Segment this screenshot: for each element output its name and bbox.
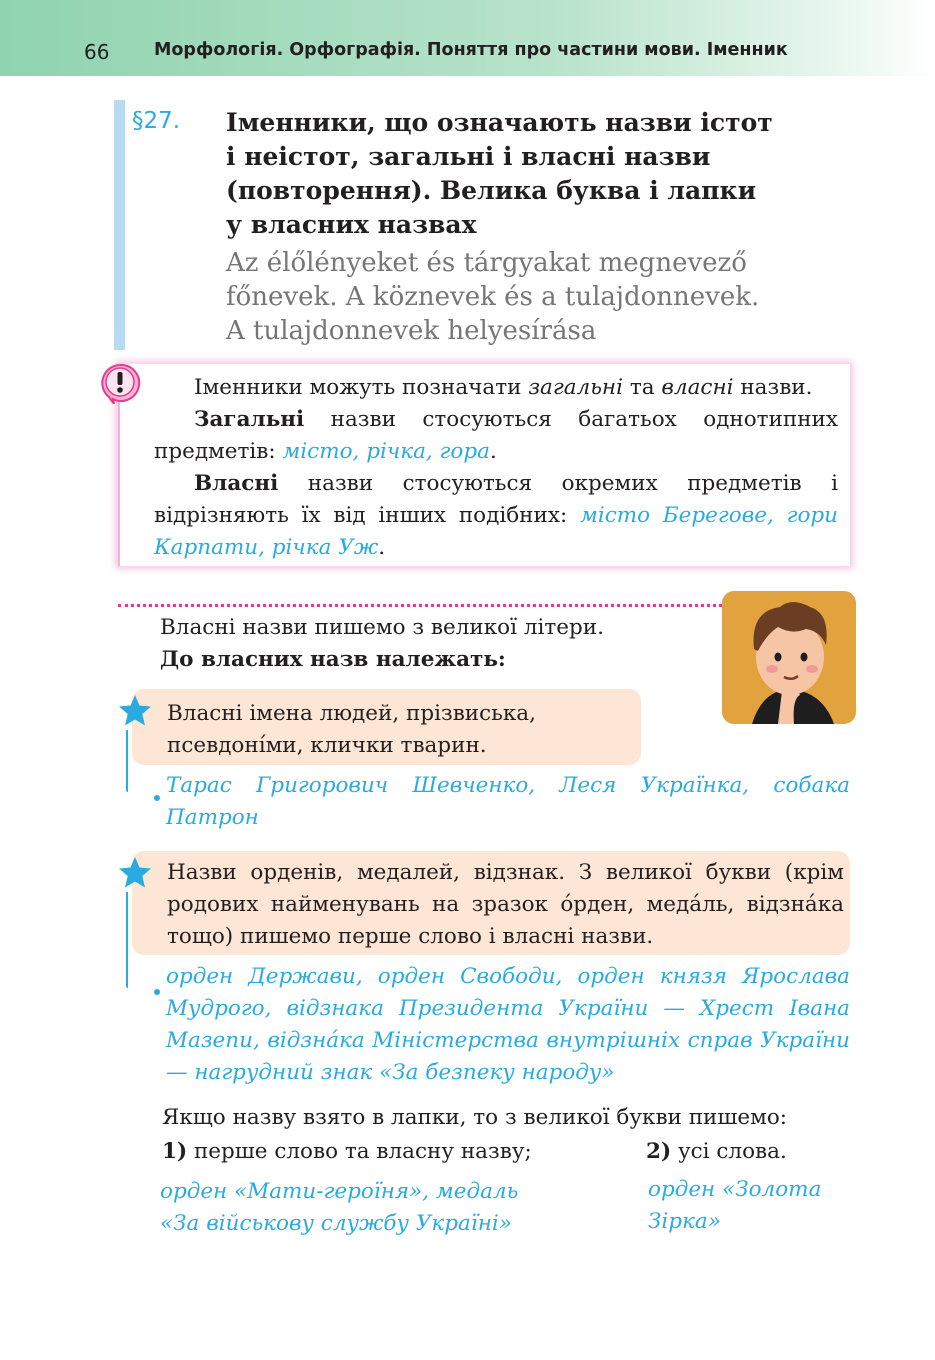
section-title bbox=[226, 106, 786, 242]
page-header bbox=[0, 0, 935, 76]
rule-example: місто, річка, гора bbox=[282, 439, 490, 464]
connector-line bbox=[126, 892, 128, 988]
thinking-boy-illustration bbox=[722, 591, 856, 724]
rule-text-part: перше слово та власну назву; bbox=[187, 1139, 532, 1164]
exclamation-icon bbox=[99, 362, 141, 404]
rule-text-part: . bbox=[489, 439, 497, 464]
connector-dot bbox=[154, 989, 160, 995]
subtitle-line: Az élőlényeket és tárgyakat megnevező bbox=[226, 248, 747, 278]
rule-text-part: назви. bbox=[733, 375, 813, 400]
example-line: орден «Мати-героїня», медаль bbox=[160, 1179, 519, 1204]
example-line: орден «Золота bbox=[648, 1177, 822, 1202]
section-subtitle bbox=[226, 246, 826, 348]
category-text: Назви орденів, медалей, відзнак. З великої букви (крім родових найменувань на зразок о́рден, меда́ль, відзна́ка тощо) пишемо перше слово і власні назви. bbox=[167, 860, 844, 949]
rule-text-part: назви стосуються багатьох однотипних предметів: bbox=[154, 407, 838, 464]
thinking-boy-icon bbox=[722, 591, 856, 724]
category-line: псевдоні́ми, клички тварин. bbox=[167, 733, 487, 758]
title-line: Іменники, що означають назви істот bbox=[226, 108, 773, 137]
quotes-example-1 bbox=[160, 1176, 518, 1240]
quotes-rule-1 bbox=[162, 1136, 532, 1168]
rule-text-part: назви стосуються окремих предметів і відрізняють їх від інших подібних: bbox=[154, 471, 838, 528]
rule-term: власні bbox=[661, 375, 734, 400]
title-line: у власних назвах bbox=[226, 210, 477, 239]
rule-text-part: . bbox=[378, 535, 386, 560]
rule-term: загальні bbox=[528, 375, 623, 400]
section-title-bar bbox=[114, 100, 125, 350]
running-title: Морфологія. Орфографія. Поняття про частини мови. Іменник bbox=[154, 40, 788, 60]
star-icon bbox=[117, 693, 153, 729]
example-line: Зірка» bbox=[648, 1209, 721, 1234]
page-number: 66 bbox=[84, 40, 110, 64]
rule-number: 1) bbox=[162, 1139, 188, 1164]
title-line: і неістот, загальні і власні назви bbox=[226, 142, 711, 171]
rule-example: місто Берегове, гори Карпати, річка Уж bbox=[154, 503, 838, 560]
category-example: орден Держави, орден Свободи, орден князя Ярослава Мудрого, відзнака Президента України — Хрест Івана Мазепи, відзна́ка Міністерства внутрішніх справ України — нагрудний знак «За безпеку народу» bbox=[166, 964, 850, 1085]
rule-text-part: Іменники можуть позначати bbox=[194, 375, 529, 400]
category-line: Власні імена людей, прізвиська, bbox=[167, 701, 536, 726]
intro-heading: До власних назв належать: bbox=[160, 647, 506, 672]
subtitle-line: főnevek. A köznevek és a tulajdonnevek. bbox=[226, 282, 760, 312]
quotes-rule-2 bbox=[646, 1136, 787, 1168]
rule-text-part: усі слова. bbox=[671, 1139, 787, 1164]
dotted-divider bbox=[118, 604, 722, 607]
rule-number: 2) bbox=[646, 1139, 672, 1164]
subtitle-line: A tulajdonnevek helyesírása bbox=[226, 316, 597, 346]
title-line: (повторення). Велика буква і лапки bbox=[226, 176, 757, 205]
rule-bold: Власні bbox=[194, 471, 279, 496]
quotes-example-2 bbox=[648, 1174, 821, 1238]
rule-bold: Загальні bbox=[194, 407, 305, 432]
category-text bbox=[167, 698, 637, 762]
category-example: Тарас Григорович Шевченко, Леся Українка, собака Патрон bbox=[166, 773, 850, 830]
quotes-intro: Якщо назву взято в лапки, то з великої букви пишемо: bbox=[162, 1105, 788, 1130]
example-line: «За військову службу Україні» bbox=[160, 1211, 512, 1236]
rule-text bbox=[154, 372, 838, 564]
section-number: §27. bbox=[132, 108, 181, 134]
rule-text-part: та bbox=[622, 375, 662, 400]
intro-line: Власні назви пишемо з великої літери. bbox=[160, 615, 604, 640]
connector-dot bbox=[154, 795, 160, 801]
star-icon bbox=[117, 855, 153, 891]
connector-line bbox=[126, 730, 128, 792]
